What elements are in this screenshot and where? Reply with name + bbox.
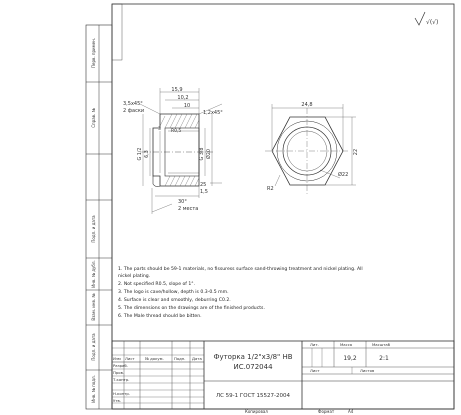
tb-mass-value: 19,2 xyxy=(343,355,357,362)
side-label-dup-inv: Инв. № дубл. xyxy=(91,260,96,288)
title-block xyxy=(112,341,454,414)
roughness-symbol xyxy=(415,12,438,26)
note-2: 2. Not specified R0.5, slope of 1°. xyxy=(118,282,196,287)
side-label-ref-no: Справ. № xyxy=(91,108,96,128)
dim-thread-half: G 1/2 xyxy=(138,147,143,161)
note-4: 4. Surface is clear and smoothly, deburring C0.2. xyxy=(118,298,231,303)
side-label-sign-date-1: Подп. и дата xyxy=(91,215,96,243)
dim-15-9: 15,9 xyxy=(171,87,183,93)
tb-scale-label: Масштаб xyxy=(372,342,391,347)
dim-chamfer-1: 1,2x45° xyxy=(203,110,223,116)
dim-angle-note: 2 места xyxy=(178,206,199,212)
tb-sheets-label: Листов xyxy=(360,368,375,373)
note-1-cont: nickel plating. xyxy=(118,274,151,279)
tb-sheet-label: Лист xyxy=(310,368,320,373)
tb-header-doc: № докум. xyxy=(145,356,164,361)
svg-text:√(√): √(√) xyxy=(426,19,439,26)
dim-chamfer-2-note: 2 фаски xyxy=(123,108,145,114)
note-1: 1. The parts should be 59-1 materials, no fissuress surface sand-throwing treatment and nickel plating. All xyxy=(118,267,363,272)
part-number: ИС.072044 xyxy=(233,363,273,371)
tb-header-date: Дата xyxy=(192,356,202,361)
sheet-frame xyxy=(112,4,454,409)
dim-r05: R0,5 xyxy=(171,129,182,134)
hex-end-view xyxy=(265,102,359,194)
side-label-first-use: Перв. примен. xyxy=(91,37,96,69)
tb-row-approved: Утв. xyxy=(113,398,121,403)
tb-lit-label: Лит. xyxy=(310,342,319,347)
tb-row-tcontrol: Т.контр. xyxy=(113,377,130,382)
tb-row-checker: Пров. xyxy=(113,370,125,375)
dim-hex-22: 22 xyxy=(353,148,359,156)
tb-header-sign: Подп. xyxy=(174,356,186,361)
dim-25: 25 xyxy=(200,182,207,188)
dim-24-8: 24,8 xyxy=(301,102,313,108)
note-5: 5. The dimensions on the drawings are of the finished products. xyxy=(118,306,265,311)
tb-format-label: Формат xyxy=(318,409,335,414)
part-name: Футорка 1/2"х3/8" НВ xyxy=(213,353,293,361)
dim-thread-3-8: G 3/8 xyxy=(200,147,205,161)
section-view xyxy=(123,87,223,214)
tb-format-value: А4 xyxy=(348,409,354,414)
tb-copied: Копировал xyxy=(245,409,268,414)
tb-header-izm: Изм xyxy=(113,356,121,361)
dim-d22: Ø22 xyxy=(338,172,349,178)
note-6: 6. The Male thread should be bitten. xyxy=(118,314,202,319)
dim-d20: Ø20 xyxy=(207,149,212,159)
dim-10-2: 10,2 xyxy=(177,95,189,101)
dim-3: 3 xyxy=(158,127,161,132)
tb-mass-label: Масса xyxy=(340,342,353,347)
dim-1-5: 1,5 xyxy=(200,189,208,195)
tb-row-developer: Разраб. xyxy=(113,363,128,368)
dim-angle-30: 30° xyxy=(178,199,187,205)
note-3: 3. The logo is cave/hollow, depth is 0.3-0.5 mm. xyxy=(118,290,229,295)
side-label-sign-date-2: Подп. и дата xyxy=(91,333,96,361)
side-label-replace-inv: Взам. инв. № xyxy=(91,293,96,321)
material-spec: ЛС 59-1 ГОСТ 15527-2004 xyxy=(215,393,291,399)
tb-scale-value: 2:1 xyxy=(379,355,389,362)
dim-r2: R2 xyxy=(267,186,274,192)
tb-header-list: Лист xyxy=(125,356,135,361)
dim-6-3: 6,3 xyxy=(145,150,150,158)
tb-row-ncontrol: Н.контр. xyxy=(113,391,130,396)
dim-10: 10 xyxy=(183,103,191,109)
side-label-orig-inv: Инв. № подл. xyxy=(91,375,96,403)
dim-chamfer-2: 3,5x45° xyxy=(123,101,143,107)
